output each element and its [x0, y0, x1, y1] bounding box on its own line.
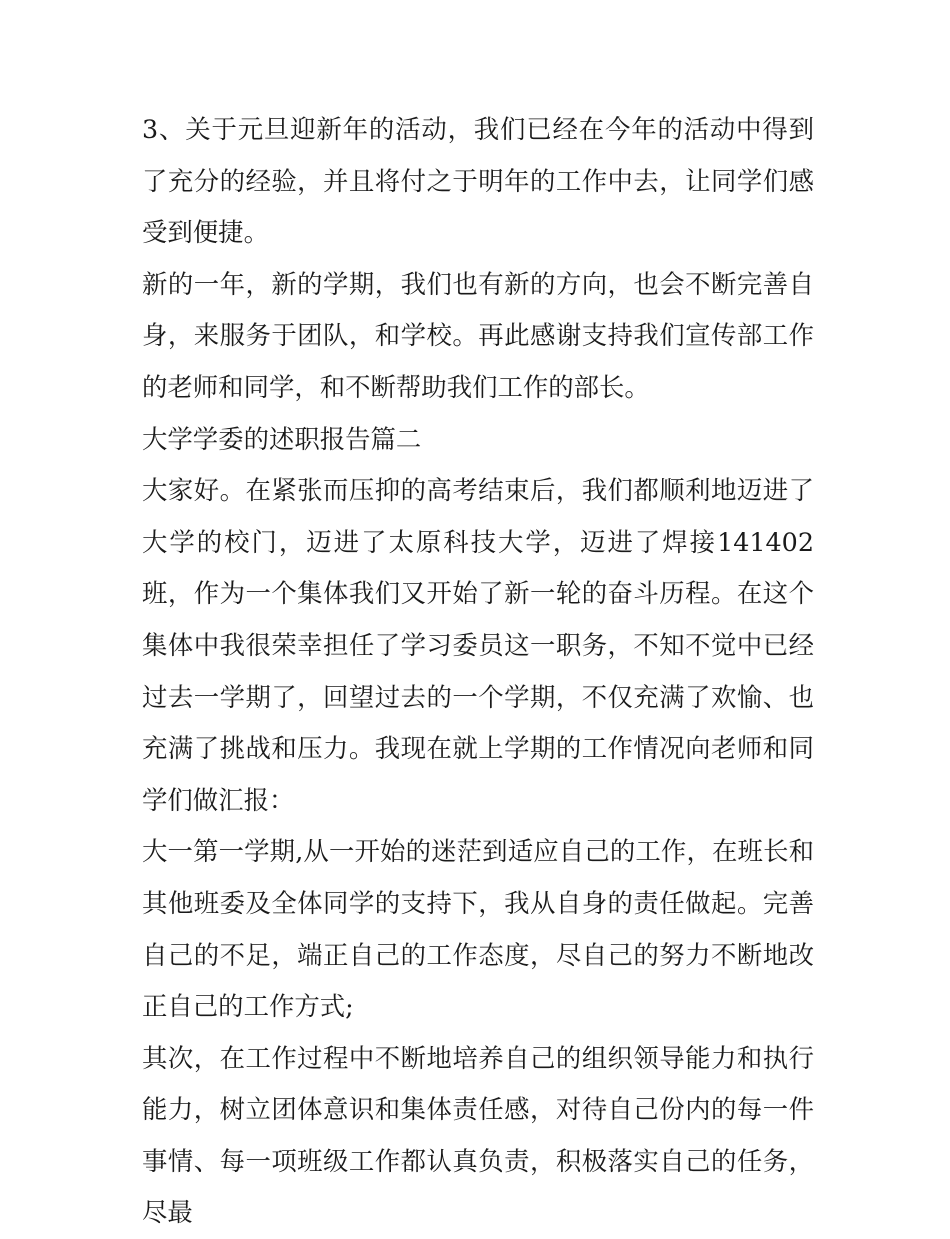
document-body [142, 104, 814, 1239]
paragraph-new-year-outlook: 新的一年，新的学期，我们也有新的方向，也会不断完善自身，来服务于团队，和学校。再此感谢支持我们宣传部工作的老师和同学，和不断帮助我们工作的部长。 [142, 268, 814, 402]
section-heading: 大学学委的述职报告篇二 [142, 423, 422, 454]
paragraph-activity-summary: 3、关于元旦迎新年的活动，我们已经在今年的活动中得到了充分的经验，并且将付之于明年的工作中去，让同学们感受到便捷。 [142, 114, 814, 248]
paragraph-first-semester: 大一第一学期,从一开始的迷茫到适应自己的工作，在班长和其他班委及全体同学的支持下，我从自身的责任做起。完善自己的不足，端正自己的工作态度，尽自己的努力不断地改正自己的工作方式; [142, 836, 814, 1022]
paragraph-secondly: 其次，在工作过程中不断地培养自己的组织领导能力和执行能力，树立团体意识和集体责任感，对待自己份内的每一件事情、每一项班级工作都认真负责，积极落实自己的任务，尽最 [142, 1042, 814, 1228]
paragraph-introduction: 大家好。在紧张而压抑的高考结束后，我们都顺利地迈进了大学的校门，迈进了太原科技大学，迈进了焊接141402班，作为一个集体我们又开始了新一轮的奋斗历程。在这个集体中我很荣幸担任了学习委员这一职务，不知不觉中已经过去一学期了，回望过去的一个学期，不仅充满了欢愉、也充满了挑战和压力。我现在就上学期的工作情况向老师和同学们做汇报： [142, 475, 814, 815]
